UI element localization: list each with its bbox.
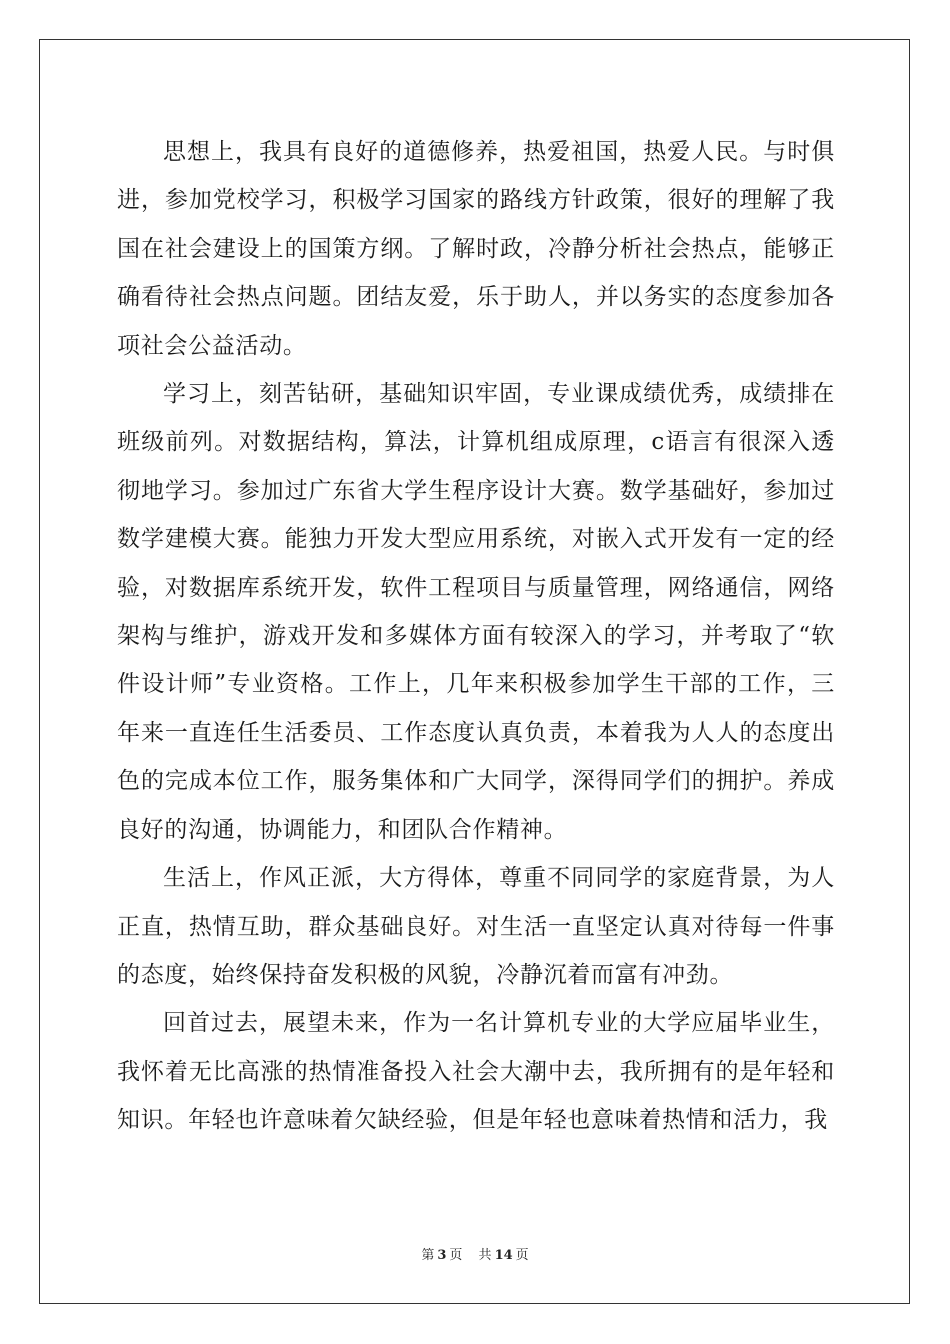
paragraph-study-work: 学习上，刻苦钻研，基础知识牢固，专业课成绩优秀，成绩排在班级前列。对数据结构，算法，计算机组成原理，c语言有很深入透彻地学习。参加过广东省大学生程序设计大赛。数学基础好，参加过数学建模大赛。能独力开发大型应用系统，对嵌入式开发有一定的经验，对数据库系统开发，软件工程项目与质量管理，网络通信，网络架构与维护，游戏开发和多媒体方面有较深入的学习，并考取了“软件设计师”专业资格。工作上，几年来积极参加学生干部的工作，三年来一直连任生活委员、工作态度认真负责，本着我为人人的态度出色的完成本位工作，服务集体和广大同学，深得同学们的拥护。养成良好的沟通，协调能力，和团队合作精神。 bbox=[117, 381, 835, 843]
page-footer bbox=[0, 1244, 950, 1263]
paragraph-outlook: 回首过去，展望未来，作为一名计算机专业的大学应届毕业生，我怀着无比高涨的热情准备投入社会大潮中去，我所拥有的是年轻和知识。年轻也许意味着欠缺经验，但是年轻也意味着热情和活力，我 bbox=[117, 1010, 835, 1134]
page-number: 第 3 页 bbox=[421, 1248, 463, 1263]
page-total: 共 14 页 bbox=[478, 1248, 529, 1263]
paragraph-ideology: 思想上，我具有良好的道德修养，热爱祖国，热爱人民。与时俱进，参加党校学习，积极学习国家的路线方针政策，很好的理解了我国在社会建设上的国策方纲。了解时政，冷静分析社会热点，能够正确看待社会热点问题。团结友爱，乐于助人，并以务实的态度参加各项社会公益活动。 bbox=[117, 139, 835, 359]
paragraph-life: 生活上，作风正派，大方得体，尊重不同同学的家庭背景，为人正直，热情互助，群众基础良好。对生活一直坚定认真对待每一件事的态度，始终保持奋发积极的风貌，冷静沉着而富有冲劲。 bbox=[117, 865, 835, 988]
document-body bbox=[117, 128, 835, 1145]
